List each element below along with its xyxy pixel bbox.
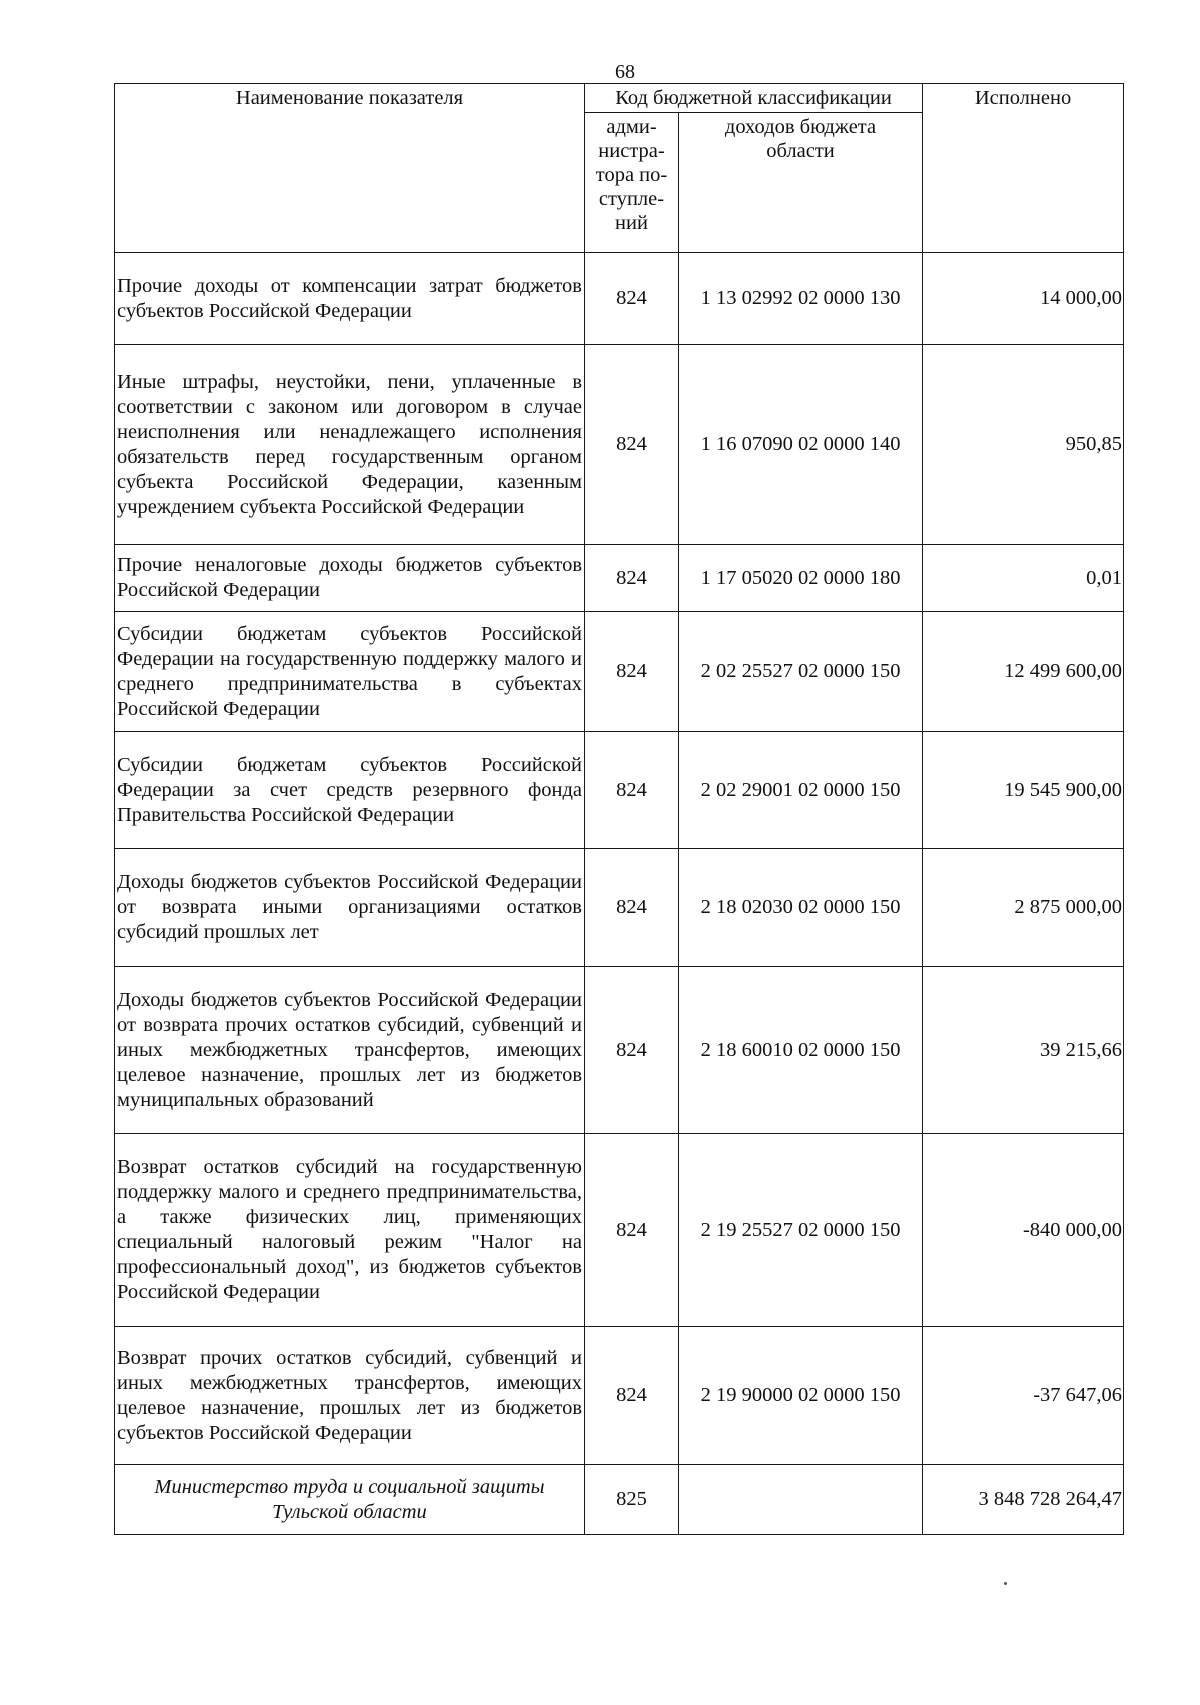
row-admin: 824: [585, 1327, 679, 1465]
row-amount: -840 000,00: [923, 1134, 1124, 1327]
row-name: Доходы бюджетов субъектов Российской Федерации от возврата иными организациями остатков субсидий прошлых лет: [115, 849, 585, 967]
row-code: 1 13 02992 02 0000 130: [679, 253, 923, 345]
row-admin: 824: [585, 545, 679, 612]
column-header-admin-text: адми- нистра- тора по- ступле- ний: [595, 116, 668, 234]
row-name: Субсидии бюджетам субъектов Российской Федерации за счет средств резервного фонда Правительства Российской Федерации: [115, 732, 585, 849]
row-name: Прочие доходы от компенсации затрат бюджетов субъектов Российской Федерации: [115, 253, 585, 345]
ministry-name: Министерство труда и социальной защиты Тульской области: [115, 1465, 585, 1535]
table-row: [115, 253, 1124, 345]
row-code: 1 16 07090 02 0000 140: [679, 345, 923, 545]
row-amount: 14 000,00: [923, 253, 1124, 345]
column-header-done: Исполнено: [923, 84, 1124, 253]
row-amount: 19 545 900,00: [923, 732, 1124, 849]
ministry-admin: 825: [585, 1465, 679, 1535]
row-admin: 824: [585, 345, 679, 545]
row-admin: 824: [585, 253, 679, 345]
column-header-code: Код бюджетной классификации: [585, 84, 923, 113]
table-row: [115, 545, 1124, 612]
row-admin: 824: [585, 732, 679, 849]
row-name: Иные штрафы, неустойки, пени, уплаченные в соответствии с законом или договором в случае неисполнения или ненадлежащего исполнения обязательств перед государственным органом субъекта Российской Федерации, казенным учреждением субъекта Российской Федерации: [115, 345, 585, 545]
row-amount: 950,85: [923, 345, 1124, 545]
scan-speck: [1004, 1582, 1007, 1585]
row-amount: 39 215,66: [923, 967, 1124, 1134]
row-admin: 824: [585, 849, 679, 967]
row-amount: 2 875 000,00: [923, 849, 1124, 967]
column-header-admin: [585, 113, 679, 253]
table-row: [115, 1327, 1124, 1465]
table-row: [115, 849, 1124, 967]
column-header-name: Наименование показателя: [115, 84, 585, 253]
row-code: 2 02 25527 02 0000 150: [679, 612, 923, 732]
ministry-amount: 3 848 728 264,47: [923, 1465, 1124, 1535]
budget-execution-table: [114, 83, 1124, 1535]
ministry-code: [679, 1465, 923, 1535]
row-code: 2 18 60010 02 0000 150: [679, 967, 923, 1134]
table-row: [115, 345, 1124, 545]
header-row-top: [115, 84, 1124, 113]
table-row: [115, 732, 1124, 849]
row-admin: 824: [585, 967, 679, 1134]
row-code: 2 18 02030 02 0000 150: [679, 849, 923, 967]
row-amount: 12 499 600,00: [923, 612, 1124, 732]
row-amount: 0,01: [923, 545, 1124, 612]
row-name: Субсидии бюджетам субъектов Российской Федерации на государственную поддержку малого и среднего предпринимательства в субъектах Российской Федерации: [115, 612, 585, 732]
column-header-income-text: доходов бюджета области: [724, 116, 877, 162]
row-code: 1 17 05020 02 0000 180: [679, 545, 923, 612]
row-name: Возврат остатков субсидий на государственную поддержку малого и среднего предпринимательства, а также физических лиц, применяющих специальный налоговый режим "Налог на профессиональный доход", из бюджетов субъектов Российской Федерации: [115, 1134, 585, 1327]
table-row: [115, 612, 1124, 732]
row-amount: -37 647,06: [923, 1327, 1124, 1465]
page-number: 68: [615, 61, 635, 83]
column-header-income: [679, 113, 923, 253]
row-code: 2 02 29001 02 0000 150: [679, 732, 923, 849]
table-row: [115, 1134, 1124, 1327]
row-admin: 824: [585, 1134, 679, 1327]
row-code: 2 19 90000 02 0000 150: [679, 1327, 923, 1465]
row-admin: 824: [585, 612, 679, 732]
row-code: 2 19 25527 02 0000 150: [679, 1134, 923, 1327]
row-name: Возврат прочих остатков субсидий, субвенций и иных межбюджетных трансфертов, имеющих целевое назначение, прошлых лет из бюджетов субъектов Российской Федерации: [115, 1327, 585, 1465]
ministry-row: [115, 1465, 1124, 1535]
row-name: Прочие неналоговые доходы бюджетов субъектов Российской Федерации: [115, 545, 585, 612]
table-row: [115, 967, 1124, 1134]
row-name: Доходы бюджетов субъектов Российской Федерации от возврата прочих остатков субсидий, субвенций и иных межбюджетных трансфертов, имеющих целевое назначение, прошлых лет из бюджетов муниципальных образований: [115, 967, 585, 1134]
